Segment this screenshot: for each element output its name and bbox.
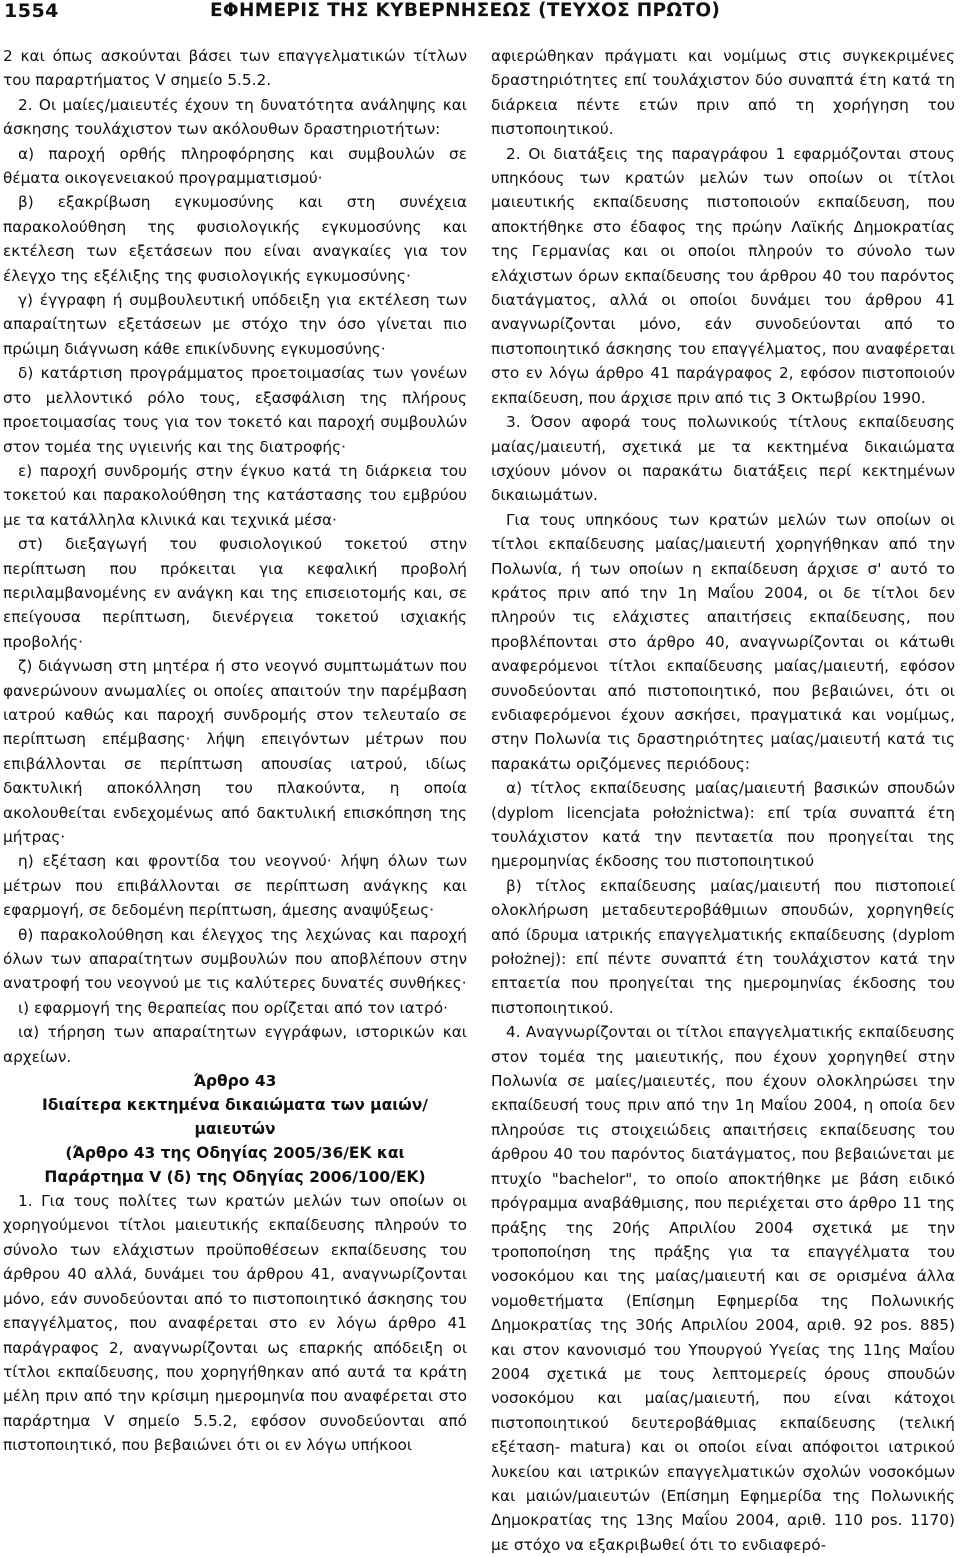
- article-reference: Παράρτημα V (δ) της Οδηγίας 2006/100/ΕΚ): [44, 1168, 426, 1187]
- list-item: β) τίτλος εκπαίδευσης μαίας/μαιευτή που πιστοποιεί ολοκλήρωση μεταδευτεροβάθμιων σπουδών, χορηγηθείς από ίδρυμα ιατρικής επαγγελματικής εκπαίδευσης (dyplom położnej): επί πέντε συναπτά έτη τουλάχιστον κατά την επταετία που προηγείται της ημερομηνίας έκδοσης του πιστοποιητικού.: [491, 876, 955, 1017]
- list-item: α) τίτλος εκπαίδευσης μαίας/μαιευτή βασικών σπουδών (dyplom licencjata położnictwa): επί τρία συναπτά έτη τουλάχιστον κατά την πενταετία που προηγείται της ημερομηνίας έκδοσης του πιστοποιητικού: [491, 779, 955, 871]
- right-column: [491, 44, 955, 1554]
- left-column: [3, 44, 467, 1455]
- paragraph: 4. Αναγνωρίζονται οι τίτλοι επαγγελματικής εκπαίδευσης στον τομέα της μαιευτικής, που έχουν χορηγηθεί στην Πολωνία σε μαίες/μαιευτές, που έχουν ολοκληρώσει την εκπαίδευσή τους πριν από την 1η Μαΐου 2004, η οποία δεν πληρούσε τις στοιχειώδεις απαιτήσεις εκπαίδευσης του άρθρου 40 του παρόντος διατάγματος, που βεβαιώνεται με πτυχίο "bachelor", το οποίο αποκτήθηκε με βάση ειδικό πρόγραμμα αναβάθμισης, που περιέχεται στο άρθρο 11 της πράξης της 20ής Απριλίου 2004 σχετικά με την τροποποίηση της πράξης για τα επαγγέλματα του νοσοκόμου και της μαίας/μαιευτή και σε ορισμένα άλλα νομοθετήματα (Επίσημη Εφημερίδα της Πολωνικής Δημοκρατίας της 30ής Απριλίου 2004, αριθ. 92 pos. 885) και στον κανονισμό του Υπουργού Υγείας της 11ης Μαΐου 2004 σχετικά με τους λεπτομερείς όρους σπουδών νοσοκόμου και μαίας/μαιευτή, που είναι κάτοχοι πιστοποιητικού δευτεροβάθμιας εκπαίδευσης (τελική εξέταση- matura) και οι οποίοι είναι απόφοιτοι ιατρικού λυκείου και ιατρικών επαγγελματικών σχολών νοσοκόμων και μαιών/μαιευτών (Επίσημη Εφημερίδα της Πολωνικής Δημοκρατίας της 13ης Μαΐου 2004, αριθ. 110 pos. 1170) με στόχο να εξακριβωθεί ότι το ενδιαφερό-: [491, 1023, 955, 1554]
- list-item: ια) τήρηση των απαραίτητων εγγράφων, ιστορικών και αρχείων.: [3, 1023, 467, 1066]
- paragraph: 2. Οι μαίες/μαιευτές έχουν τη δυνατότητα ανάληψης και άσκησης τουλάχιστον των ακόλουθων δραστηριοτήτων:: [3, 95, 467, 139]
- list-item: α) παροχή ορθής πληροφόρησης και συμβουλών σε θέματα οικογενειακού προγραμματισμού·: [3, 144, 467, 188]
- page-header: [0, 0, 960, 30]
- paragraph: αφιερώθηκαν πράγματι και νομίμως στις συγκεκριμένες δραστηριότητες επί τουλάχιστον δύο συναπτά έτη κατά τη διάρκεια πέντε ετών πριν από τη χορήγηση του πιστοποιητικού.: [491, 47, 955, 139]
- paragraph: 1. Για τους πολίτες των κρατών μελών των οποίων οι χορηγούμενοι τίτλοι μαιευτικής εκπαίδευσης πληρούν το σύνολο των ελάχιστων προϋποθέσεων εκπαίδευσης του άρθρου 40 αλλά, δυνάμει του άρθρου 41, αναγνωρίζονται μόνο, εάν συνοδεύονται από το πιστοποιητικό άσκησης του επαγγέλματος, που αναφέρεται στο εν λόγω άρθρο 41 παράγραφος 2, αναγνωρίζονται ως επαρκής απόδειξη οι τίτλοι εκπαίδευσης, που χορηγήθηκαν από αυτά τα κράτη μέλη πριν από την κρίσιμη ημερομηνία που αναφέρεται στο παράρτημα V σημείο 5.5.2, εφόσον συνοδεύονται από πιστοποιητικό, που βεβαιώνει ότι οι εν λόγω υπήκοοι: [3, 1192, 467, 1455]
- list-item: η) εξέταση και φροντίδα του νεογνού· λήψη όλων των μέτρων που επιβάλλονται σε περίπτωση ανάγκης και εφαρμογή, σε δεδομένη περίπτωση, άμεσης αναψύξεως·: [3, 852, 467, 920]
- list-item: δ) κατάρτιση προγράμματος προετοιμασίας των γονέων στο μελλοντικό ρόλο τους, εξασφάλιση της πλήρους προετοιμασίας τους για τον τοκετό και παροχή συμβουλών στον τομέα της υγιεινής και της διατροφής·: [3, 364, 467, 456]
- paragraph: 2 και όπως ασκούνται βάσει των επαγγελματικών τίτλων του παραρτήματος V σημείο 5.5.2.: [3, 47, 467, 90]
- article-number: Άρθρο 43: [193, 1072, 277, 1091]
- article-title: Ιδιαίτερα κεκτημένα δικαιώματα των μαιών/μαιευτών: [42, 1096, 428, 1139]
- paragraph: 3. Όσον αφορά τους πολωνικούς τίτλους εκπαίδευσης μαίας/μαιευτή, σχετικά με τα κεκτημένα δικαιώματα ισχύουν μόνον οι παρακάτω διατάξεις περί κεκτημένων δικαιωμάτων.: [491, 413, 955, 505]
- list-item: ε) παροχή συνδρομής στην έγκυο κατά τη διάρκεια του τοκετού και παρακολούθηση της κατάστασης του εμβρύου με τα κατάλληλα κλινικά και τεχνικά μέσα·: [3, 461, 467, 529]
- paragraph: Για τους υπηκόους των κρατών μελών των οποίων οι τίτλοι εκπαίδευσης μαίας/μαιευτή χορηγήθηκαν από την Πολωνία, ή των οποίων η εκπαίδευση άρχισε σ' αυτό το κράτος πριν από την 1η Μαΐου 2004, οι δε τίτλοι δεν πληρούν τις ελάχιστες απαιτήσεις εκπαίδευσης, που προβλέπονται στο άρθρο 40, αναγνωρίζονται οι κάτωθι αναφερόμενοι τίτλοι εκπαίδευσης μαίας/μαιευτή, εφόσον συνοδεύονται από πιστοποιητικό, που βεβαιώνει, ότι οι ενδιαφερόμενοι έχουν ασκήσει, πραγματικά και νομίμως, στην Πολωνία τις δραστηριότητες μαίας/μαιευτή κατά τις παρακάτω οριζόμενες περιόδους:: [491, 510, 955, 773]
- page-number: 1554: [4, 0, 59, 22]
- list-item: στ) διεξαγωγή του φυσιολογικού τοκετού στην περίπτωση που πρόκειται για κεφαλική προβολή περιλαμβανομένης εν ανάγκη και της επισειοτομής και, σε επείγουσα περίπτωση, διενέργεια τοκετού ισχιακής προβολής·: [3, 535, 467, 651]
- list-item: ι) εφαρμογή της θεραπείας που ορίζεται από τον ιατρό·: [18, 998, 448, 1017]
- journal-title: ΕΦΗΜΕΡΙΣ ΤΗΣ ΚΥΒΕΡΝΗΣΕΩΣ (ΤΕΥΧΟΣ ΠΡΩΤΟ): [210, 0, 721, 21]
- paragraph: 2. Οι διατάξεις της παραγράφου 1 εφαρμόζονται στους υπηκόους των κρατών μελών των οποίων οι τίτλοι μαιευτικής εκπαίδευσης πιστοποιούν εκπαίδευση, που αποκτήθηκε στο έδαφος της πρώην Λαϊκής Δημοκρατίας της Γερμανίας και οι οποίοι πληρούν το σύνολο των ελάχιστων όρων εκπαίδευσης του άρθρου 40 του παρόντος διατάγματος, αλλά οι οποίοι δυνάμει του άρθρου 41 αναγνωρίζονται μόνο, εάν συνοδεύονται από το πιστοποιητικό άσκησης του επαγγέλματος, που αναφέρεται στο εν λόγω άρθρο 41 παράγραφος 2, εφόσον πιστοποιούν εκπαίδευση, που άρχισε πριν από τις 3 Οκτωβρίου 1990.: [491, 144, 955, 407]
- list-item: θ) παρακολούθηση και έλεγχος της λεχώνας και παροχή όλων των απαραίτητων συμβουλών που αποβλέπουν στην ανατροφή του νεογνού με τις καλύτερες δυνατές συνθήκες·: [3, 925, 467, 993]
- list-item: β) εξακρίβωση εγκυμοσύνης και στη συνέχεια παρακολούθηση της φυσιολογικής εγκυμοσύνης και εκτέλεση των εξετάσεων που είναι αναγκαίες για τον έλεγχο της εξέλιξης της φυσιολογικής εγκυμοσύνης·: [3, 193, 467, 285]
- list-item: γ) έγγραφη ή συμβουλευτική υπόδειξη για εκτέλεση των απαραίτητων εξετάσεων με στόχο την όσο γίνεται πιο πρώιμη διάγνωση κάθε επικίνδυνης εγκυμοσύνης·: [3, 291, 467, 358]
- article-reference: (Άρθρο 43 της Οδηγίας 2005/36/ΕΚ και: [65, 1144, 405, 1163]
- list-item: ζ) διάγνωση στη μητέρα ή στο νεογνό συμπτωμάτων που φανερώνουν ανωμαλίες οι οποίες απαιτούν την παρέμβαση ιατρού καθώς και παροχή συνδρομής στον τελευταίο σε περίπτωση επέμβασης· λήψη επειγόντων μέτρων που επιβάλλονται σε περίπτωση απουσίας ιατρού, ιδίως δακτυλική αποκόλληση του πλακούντα, η οποία ακολουθείται ενδεχομένως από δακτυλική επισκόπηση της μήτρας·: [3, 657, 467, 846]
